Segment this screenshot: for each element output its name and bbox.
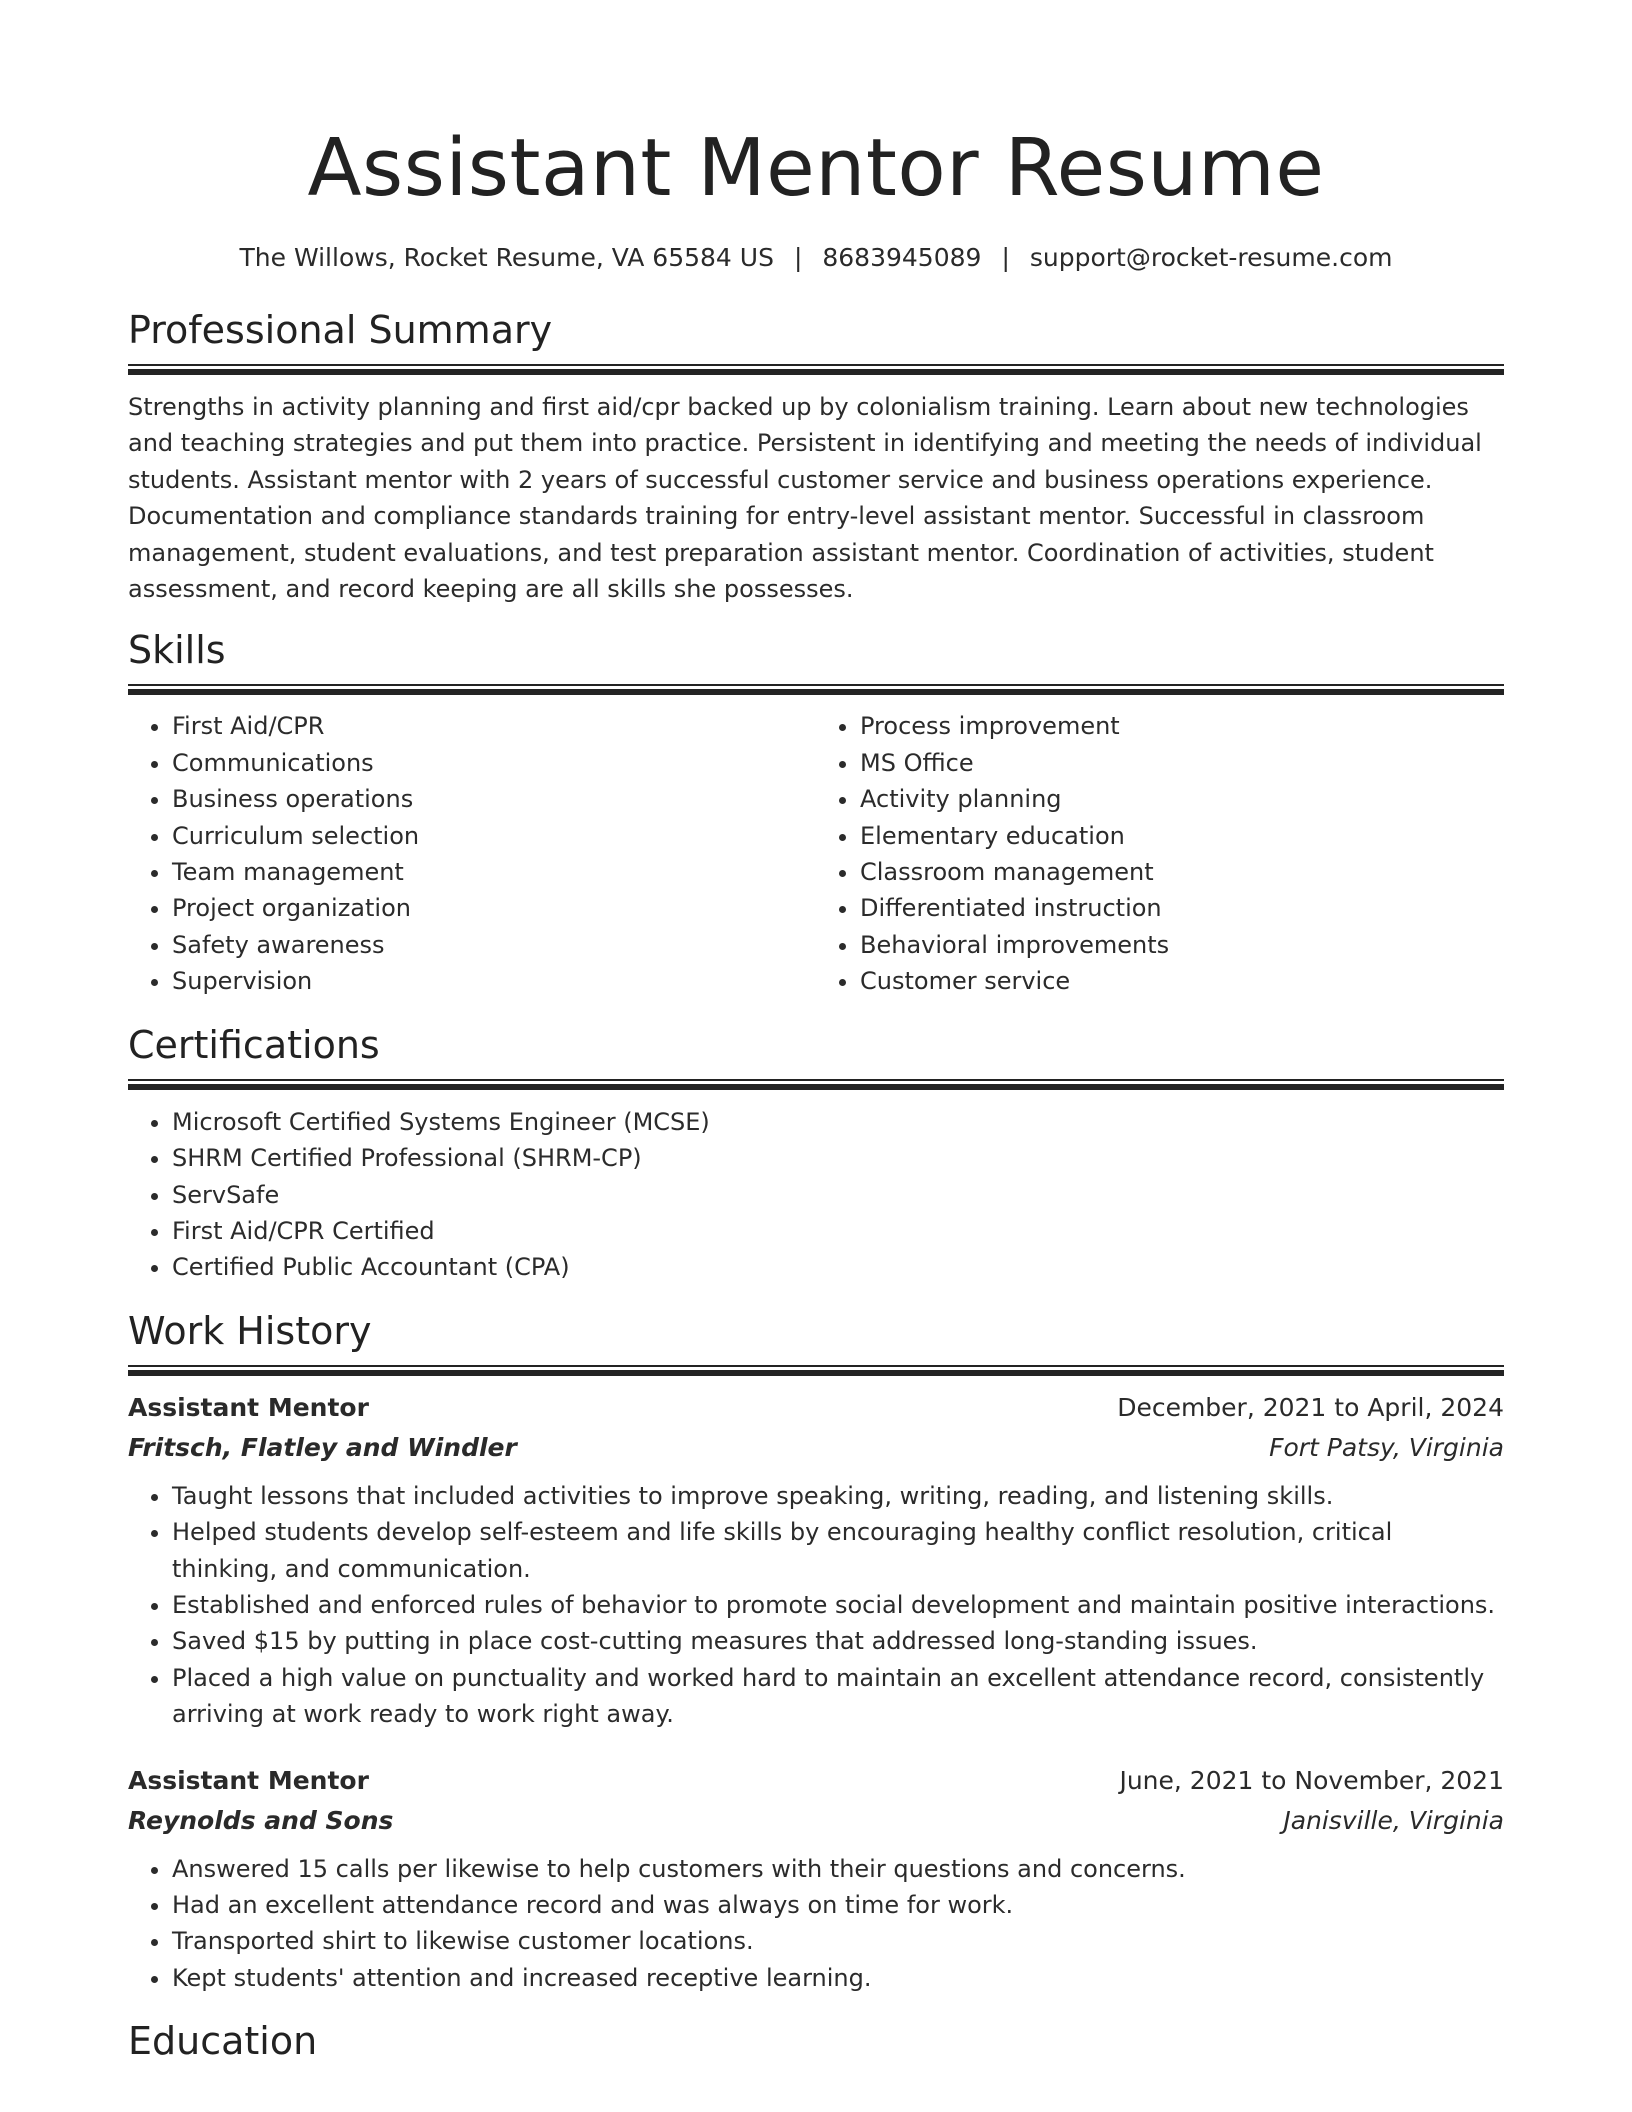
resume-title: Assistant Mentor Resume [307, 122, 1325, 214]
skills-list-right [816, 708, 1504, 999]
resume-page [128, 0, 1504, 2064]
job-header-row [128, 1388, 1504, 1428]
job-bullet: • Saved $15 by putting in place cost-cutting measures that addressed long-standing issues. [172, 1623, 1504, 1659]
contact-phone: 8683945089 [822, 243, 982, 272]
job-subheader-row [128, 1801, 1504, 1841]
certifications-heading: Certifications [128, 1022, 380, 1067]
job-dates: December, 2021 to April, 2024 [1117, 1392, 1504, 1422]
job-bullet: • Taught lessons that included activities to improve speaking, writing, reading, and listening skills. [172, 1478, 1504, 1514]
job-bullets [128, 1851, 1504, 1997]
certifications-list [128, 1104, 1504, 1286]
skill-item: • Project organization [172, 890, 816, 926]
certification-item: • ServSafe [172, 1177, 1504, 1213]
job-bullet: • Kept students' attention and increased receptive learning. [172, 1960, 1504, 1996]
contact-separator: | [793, 243, 803, 272]
certification-item: • Certified Public Accountant (CPA) [172, 1249, 1504, 1285]
skill-item: • Differentiated instruction [860, 890, 1504, 926]
job-subheader-row [128, 1428, 1504, 1468]
summary-heading: Professional Summary [128, 308, 553, 352]
certifications-section [128, 1022, 1504, 1286]
skill-item: • Safety awareness [172, 927, 816, 963]
contact-email: support@rocket-resume.com [1029, 243, 1393, 272]
contact-address: The Willows, Rocket Resume, VA 65584 US [239, 243, 774, 272]
skill-item: • Business operations [172, 781, 816, 817]
education-heading: Education [128, 2019, 318, 2064]
certification-item: • Microsoft Certified Systems Engineer (MCSE) [172, 1104, 1504, 1140]
job-entry [128, 1388, 1504, 1733]
job-bullet: • Helped students develop self-esteem and life skills by encouraging healthy conflict resolution, critical thinking, and communication. [172, 1514, 1504, 1587]
skill-item: • Curriculum selection [172, 818, 816, 854]
job-bullet: • Had an excellent attendance record and was always on time for work. [172, 1887, 1504, 1923]
certification-item: • SHRM Certified Professional (SHRM-CP) [172, 1140, 1504, 1176]
job-title: Assistant Mentor [128, 1392, 369, 1422]
job-company: Reynolds and Sons [128, 1805, 394, 1835]
job-bullets [128, 1478, 1504, 1733]
skill-item: • Team management [172, 854, 816, 890]
skill-item: • Supervision [172, 963, 816, 999]
section-divider [128, 1079, 1504, 1090]
education-section [128, 2018, 1504, 2064]
job-location: Fort Patsy, Virginia [1269, 1432, 1504, 1462]
summary-text: Strengths in activity planning and first aid/cpr backed up by colonialism training. Learn about new technologies and teaching strategies and put them into practice. Persistent in identifying and meeting the needs of individual students. Assistant mentor with 2 years of successful customer service and business operations experience. Documentation and compliance standards training for entry-level assistant mentor. Successful in classroom management, student evaluations, and test preparation assistant mentor. Coordination of activities, student assessment, and record keeping are all skills she possesses. [128, 393, 1482, 604]
skill-item: • First Aid/CPR [172, 708, 816, 744]
skill-item: • MS Office [860, 745, 1504, 781]
skill-item: • Customer service [860, 963, 1504, 999]
skill-item: • Elementary education [860, 818, 1504, 854]
section-divider [128, 684, 1504, 695]
job-bullet: • Transported shirt to likewise customer locations. [172, 1923, 1504, 1959]
skills-columns [128, 708, 1504, 999]
section-divider [128, 1365, 1504, 1376]
contact-line [128, 242, 1504, 274]
job-bullet: • Established and enforced rules of behavior to promote social development and maintain positive interactions. [172, 1587, 1504, 1623]
job-bullet: • Answered 15 calls per likewise to help customers with their questions and concerns. [172, 1851, 1504, 1887]
summary-section [128, 307, 1504, 607]
job-bullet: • Placed a high value on punctuality and worked hard to maintain an excellent attendance record, consistently arriving at work ready to work right away. [172, 1660, 1504, 1733]
skill-item: • Activity planning [860, 781, 1504, 817]
job-location: Janisville, Virginia [1283, 1805, 1504, 1835]
work-history-heading: Work History [128, 1308, 372, 1353]
skills-section [128, 627, 1504, 999]
skill-item: • Behavioral improvements [860, 927, 1504, 963]
skills-list-left [128, 708, 816, 999]
skill-item: • Classroom management [860, 854, 1504, 890]
skill-item: • Process improvement [860, 708, 1504, 744]
certification-item: • First Aid/CPR Certified [172, 1213, 1504, 1249]
job-entry [128, 1761, 1504, 1997]
skills-heading: Skills [128, 628, 226, 673]
job-header-row [128, 1761, 1504, 1801]
work-history-section [128, 1308, 1504, 1996]
job-dates: June, 2021 to November, 2021 [1119, 1765, 1504, 1795]
skill-item: • Communications [172, 745, 816, 781]
contact-separator: | [1001, 243, 1010, 272]
job-company: Fritsch, Flatley and Windler [128, 1432, 517, 1462]
job-title: Assistant Mentor [128, 1765, 369, 1795]
section-divider [128, 364, 1504, 375]
